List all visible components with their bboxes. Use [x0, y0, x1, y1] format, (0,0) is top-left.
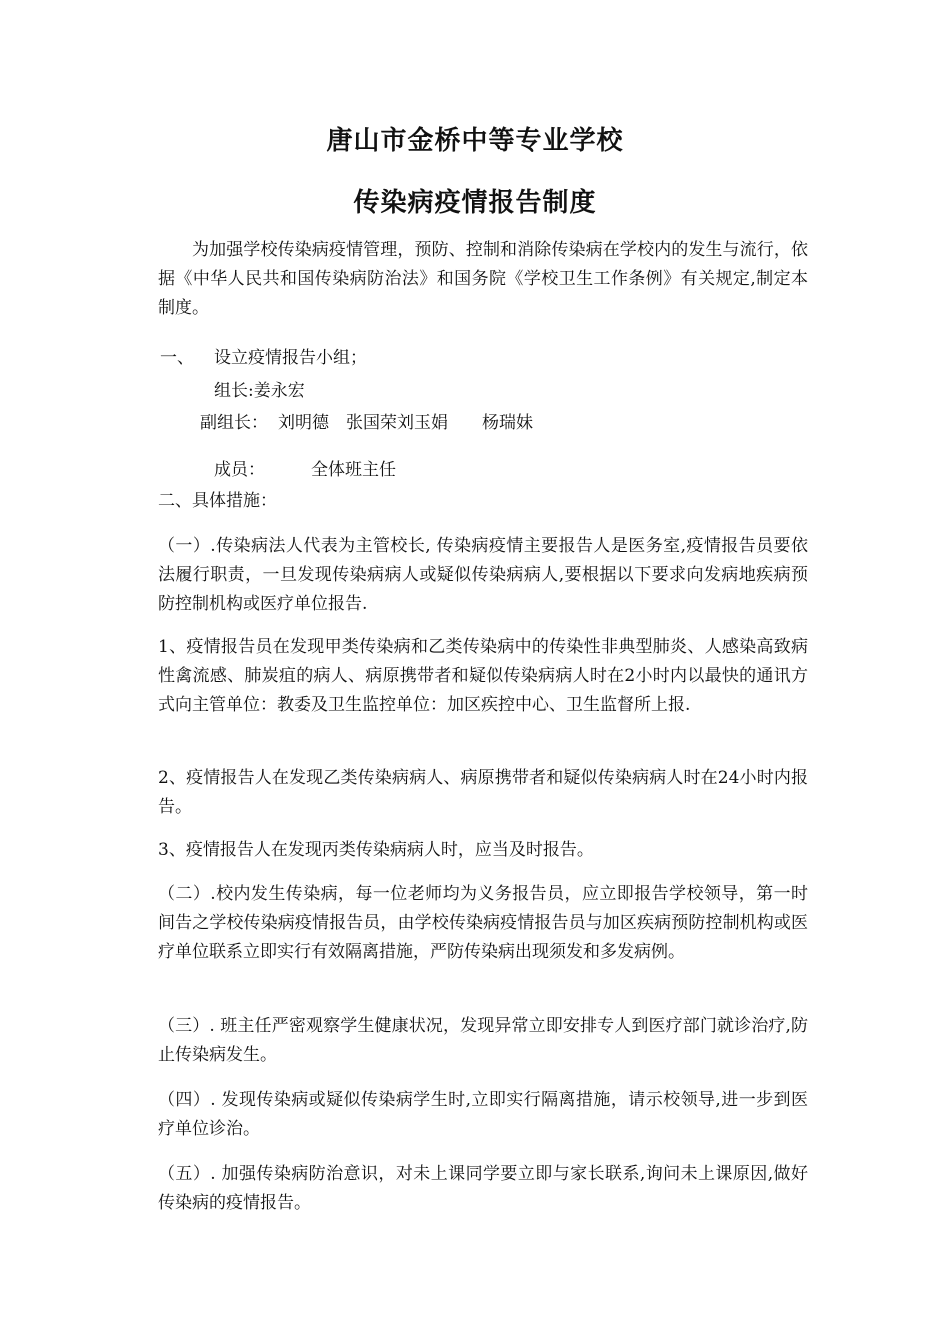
section1-heading: 设立疫情报告小组；	[214, 348, 367, 368]
measure-sub-1: 1、疫情报告员在发现甲类传染病和乙类传染病中的传染性非典型肺炎、人感染高致病性禽流感、肺炭疽的病人、病原携带者和疑似传染病病人时在2小时内以最快的通讯方式向主管单位：教委及卫生监控单位：加区疾控中心、卫生监督所上报.	[158, 637, 808, 715]
section2-heading: 二、具体措施：	[158, 491, 277, 511]
school-title: 唐山市金桥中等专业学校	[326, 126, 624, 156]
deputy-names: 刘明德 张国荣刘玉娟 杨瑞妹	[278, 413, 533, 433]
members-value: 全体班主任	[311, 460, 396, 480]
measure-item-5: （五）. 加强传染病防治意识，对未上课同学要立即与家长联系,询问未上课原因,做好传染病的疫情报告。	[158, 1164, 808, 1213]
intro-paragraph: 为加强学校传染病疫情管理，预防、控制和消除传染病在学校内的发生与流行，依据《中华人民共和国传染病防治法》和国务院《学校卫生工作条例》有关规定,制定本制度。	[158, 240, 808, 318]
measure-sub-3: 3、疫情报告人在发现丙类传染病病人时，应当及时报告。	[158, 840, 594, 860]
members-label: 成员：	[214, 460, 265, 480]
measure-item-2: （二）.校内发生传染病，每一位老师均为义务报告员，应立即报告学校领导，第一时间告之学校传染病疫情报告员，由学校传染病疫情报告员与加区疾病预防控制机构或医疗单位联系立即实行有效隔离措施，严防传染病出现须发和多发病例。	[158, 884, 808, 962]
document-title: 传染病疫情报告制度	[353, 188, 597, 218]
measure-item-4: （四）. 发现传染病或疑似传染病学生时,立即实行隔离措施，请示校领导,进一步到医疗单位诊治。	[158, 1090, 808, 1139]
measure-sub-2: 2、疫情报告人在发现乙类传染病病人、病原携带者和疑似传染病病人时在24小时内报告。	[158, 768, 808, 817]
measure-item-1: （一）.传染病法人代表为主管校长, 传染病疫情主要报告人是医务室,疫情报告员要依法履行职责，一旦发现传染病病人或疑似传染病病人,要根据以下要求向发病地疾病预防控制机构或医疗单位报告.	[158, 536, 808, 614]
deputy-label: 副组长：	[200, 413, 268, 433]
group-leader: 组长:姜永宏	[214, 381, 305, 401]
measure-item-3: （三）. 班主任严密观察学生健康状况，发现异常立即安排专人到医疗部门就诊治疗,防止传染病发生。	[158, 1016, 808, 1065]
section1-number: 一、	[160, 348, 194, 368]
